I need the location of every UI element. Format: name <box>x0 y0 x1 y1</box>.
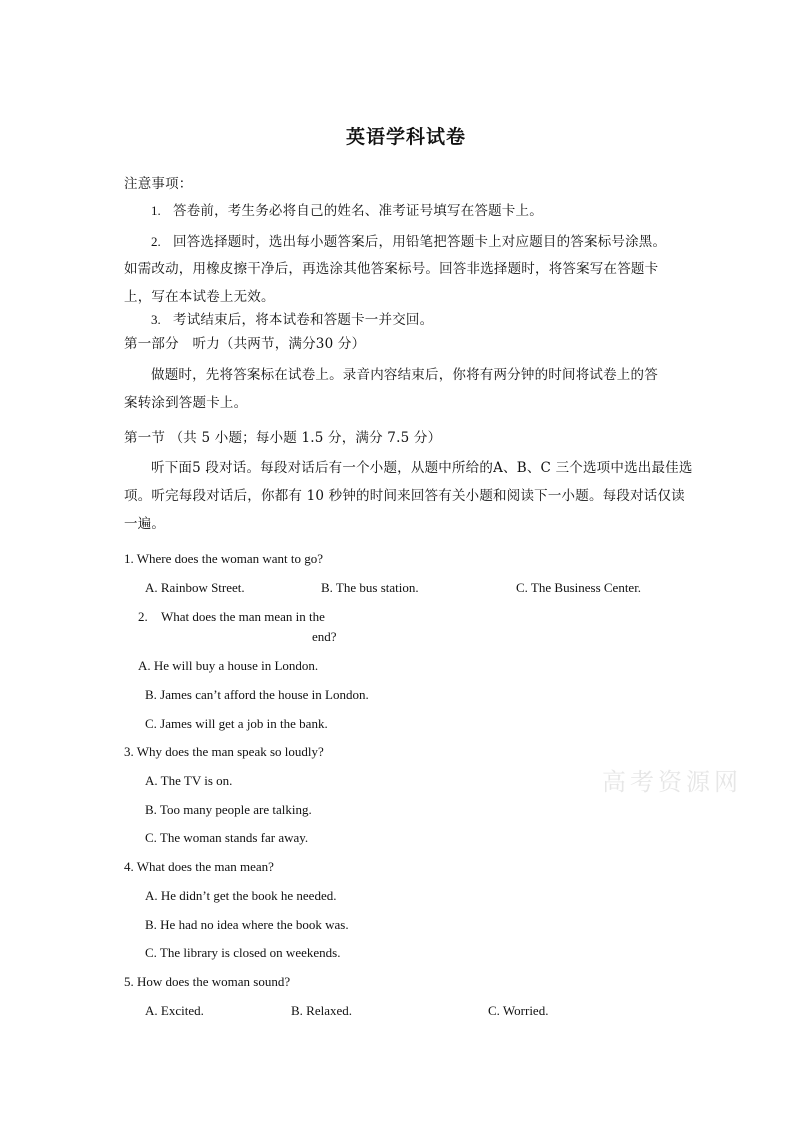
q5-option-a: A. Excited. <box>145 1003 204 1018</box>
question-2-line-1: What does the man mean in the <box>161 609 325 624</box>
notice-item-1-num: 1. <box>151 203 161 218</box>
q1-option-b: B. The bus station. <box>321 580 419 595</box>
notice-item-2-line-1: 回答选择题时，选出每小题答案后，用铅笔把答题卡上对应题目的答案标号涂黑。 <box>173 234 667 250</box>
notice-item-3-num: 3. <box>151 312 161 327</box>
q4-option-b: B. He had no idea where the book was. <box>145 917 349 932</box>
section1-instruction-line-2: 项。听完每段对话后，你都有 10 秒钟的时间来回答有关小题和阅读下一小题。每段对话仅读 <box>124 488 685 504</box>
q4-option-a: A. He didn’t get the book he needed. <box>145 888 337 903</box>
section1-instruction-line-1: 听下面5 段对话。每段对话后有一个小题，从题中所给的A、B、C 三个选项中选出最佳选 <box>151 460 693 476</box>
section1-heading: 第一节 （共 5 小题；每小题 1.5 分，满分 7.5 分） <box>124 430 442 446</box>
question-2-line-2: end? <box>312 629 337 644</box>
notice-heading: 注意事项： <box>124 176 193 192</box>
q2-option-c: C. James will get a job in the bank. <box>145 716 328 731</box>
q1-option-c: C. The Business Center. <box>516 580 642 595</box>
notice-item-3-text: 考试结束后，将本试卷和答题卡一并交回。 <box>173 312 434 328</box>
notice-item-2-line-3: 上，写在本试卷上无效。 <box>124 289 275 305</box>
notice-item-2-line-2: 如需改动，用橡皮擦干净后，再选涂其他答案标号。回答非选择题时，将答案写在答题卡 <box>124 261 659 277</box>
part1-heading: 第一部分 听力（共两节，满分30 分） <box>124 336 366 352</box>
question-3: 3. Why does the man speak so loudly? <box>124 744 324 759</box>
question-1: 1. Where does the woman want to go? <box>124 551 324 566</box>
page-title: 英语学科试卷 <box>346 126 467 148</box>
q3-option-c: C. The woman stands far away. <box>145 830 309 845</box>
question-2-num: 2. <box>138 609 148 624</box>
q1-option-a: A. Rainbow Street. <box>145 580 245 595</box>
question-4: 4. What does the man mean? <box>124 859 274 874</box>
q2-option-a: A. He will buy a house in London. <box>138 658 319 673</box>
q5-option-c: C. Worried. <box>488 1003 549 1018</box>
watermark: 高考资源网 <box>602 768 742 796</box>
part1-instruction-line-1: 做题时，先将答案标在试卷上。录音内容结束后，你将有两分钟的时间将试卷上的答 <box>151 367 658 383</box>
q4-option-c: C. The library is closed on weekends. <box>145 945 341 960</box>
notice-item-1-text: 答卷前，考生务必将自己的姓名、准考证号填写在答题卡上。 <box>173 203 543 219</box>
part1-instruction-line-2: 案转涂到答题卡上。 <box>124 395 248 411</box>
notice-item-2-num: 2. <box>151 234 161 249</box>
q2-option-b: B. James can’t afford the house in London. <box>145 687 369 702</box>
q3-option-b: B. Too many people are talking. <box>145 802 312 817</box>
q5-option-b: B. Relaxed. <box>291 1003 353 1018</box>
q3-option-a: A. The TV is on. <box>145 773 233 788</box>
question-5: 5. How does the woman sound? <box>124 974 291 989</box>
section1-instruction-line-3: 一遍。 <box>124 516 166 532</box>
